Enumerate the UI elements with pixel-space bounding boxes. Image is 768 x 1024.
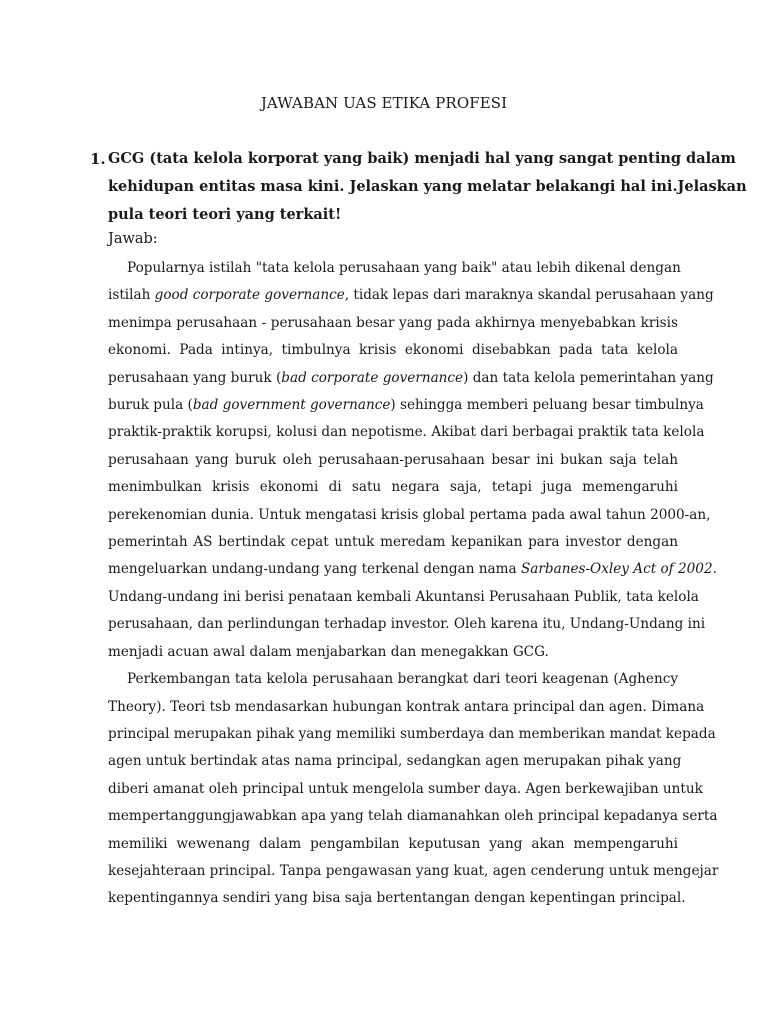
question-text: [108, 145, 747, 229]
paragraph-line: [108, 365, 714, 392]
text-run: perusahaan yang buruk (: [108, 369, 282, 386]
paragraph-line: mempertanggungjawabkan apa yang telah diamanahkan oleh principal kepadanya serta: [108, 808, 718, 825]
text-run: ) dan tata kelola pemerintahan yang: [463, 369, 714, 386]
question-line: GCG (tata kelola korporat yang baik) menjadi hal yang sangat penting dalam: [108, 150, 736, 167]
text-run: istilah: [108, 287, 155, 304]
question-line: kehidupan entitas masa kini. Jelaskan yang melatar belakangi hal ini.Jelaskan: [108, 178, 747, 195]
italic-term: good corporate governance: [154, 287, 345, 304]
text-run: .: [712, 561, 717, 578]
paragraph-line: perusahaan, dan perlindungan terhadap investor. Oleh karena itu, Undang-Undang ini: [108, 616, 706, 633]
paragraph-line: menimbulkan krisis ekonomi di satu negara saja, tetapi juga memengaruhi: [108, 479, 678, 496]
text-run: mengeluarkan undang-undang yang terkenal dengan nama: [108, 561, 521, 578]
paragraph-line: [108, 392, 704, 419]
paragraph-line: Undang-undang ini berisi penataan kembali Akuntansi Perusahaan Publik, tata kelola: [108, 588, 699, 605]
question-number: 1.: [90, 150, 106, 168]
paragraph-line: memiliki wewenang dalam pengambilan keputusan yang akan mempengaruhi: [108, 835, 678, 852]
text-run: ) sehingga memberi peluang besar timbulnya: [390, 397, 704, 414]
paragraph-line: pemerintah AS bertindak cepat untuk meredam kepanikan para investor dengan: [108, 534, 678, 551]
answer-label: Jawab:: [108, 231, 158, 247]
paragraph-line: ekonomi. Pada intinya, timbulnya krisis ekonomi disebabkan pada tata kelola: [108, 342, 678, 359]
paragraph-line: perusahaan yang buruk oleh perusahaan-perusahaan besar ini bukan saja telah: [108, 451, 678, 468]
paragraph-line: agen untuk bertindak atas nama principal, sedangkan agen merupakan pihak yang: [108, 753, 682, 770]
paragraph-line: [108, 556, 717, 583]
italic-term: Sarbanes-Oxley Act of 2002: [520, 561, 713, 578]
paragraph-line: menimpa perusahaan - perusahaan besar yang pada akhirnya menyebabkan krisis: [108, 314, 678, 331]
italic-term: bad government governance: [192, 397, 391, 414]
answer-body: [108, 255, 719, 913]
paragraph-line: Theory). Teori tsb mendasarkan hubungan kontrak antara principal dan agen. Dimana: [108, 698, 705, 715]
text-run: , tidak lepas dari maraknya skandal perusahaan yang: [344, 287, 714, 304]
paragraph-line: kepentingannya sendiri yang bisa saja bertentangan dengan kepentingan principal.: [108, 890, 686, 907]
paragraph-line: praktik-praktik korupsi, kolusi dan nepotisme. Akibat dari berbagai praktik tata kelola: [108, 424, 705, 441]
italic-term: bad corporate governance: [281, 369, 464, 386]
text-run: buruk pula (: [108, 397, 193, 414]
paragraph-line: Perkembangan tata kelola perusahaan berangkat dari teori keagenan (Aghency: [127, 671, 678, 688]
paragraph-line: [108, 282, 714, 309]
document-title: JAWABAN UAS ETIKA PROFESI: [260, 94, 508, 112]
question-1: [90, 145, 747, 229]
question-line: pula teori teori yang terkait!: [108, 206, 342, 223]
paragraph-line: principal merupakan pihak yang memiliki sumberdaya dan memberikan mandat kepada: [108, 725, 716, 742]
paragraph-line: diberi amanat oleh principal untuk mengelola sumber daya. Agen berkewajiban untuk: [108, 780, 703, 797]
paragraph-line: menjadi acuan awal dalam menjabarkan dan menegakkan GCG.: [108, 643, 549, 660]
paragraph-line: kesejahteraan principal. Tanpa pengawasan yang kuat, agen cenderung untuk mengejar: [108, 862, 719, 879]
paragraph-line: Popularnya istilah "tata kelola perusahaan yang baik" atau lebih dikenal dengan: [127, 260, 681, 276]
paragraph-line: perekenomian dunia. Untuk mengatasi krisis global pertama pada awal tahun 2000-an,: [108, 506, 711, 523]
